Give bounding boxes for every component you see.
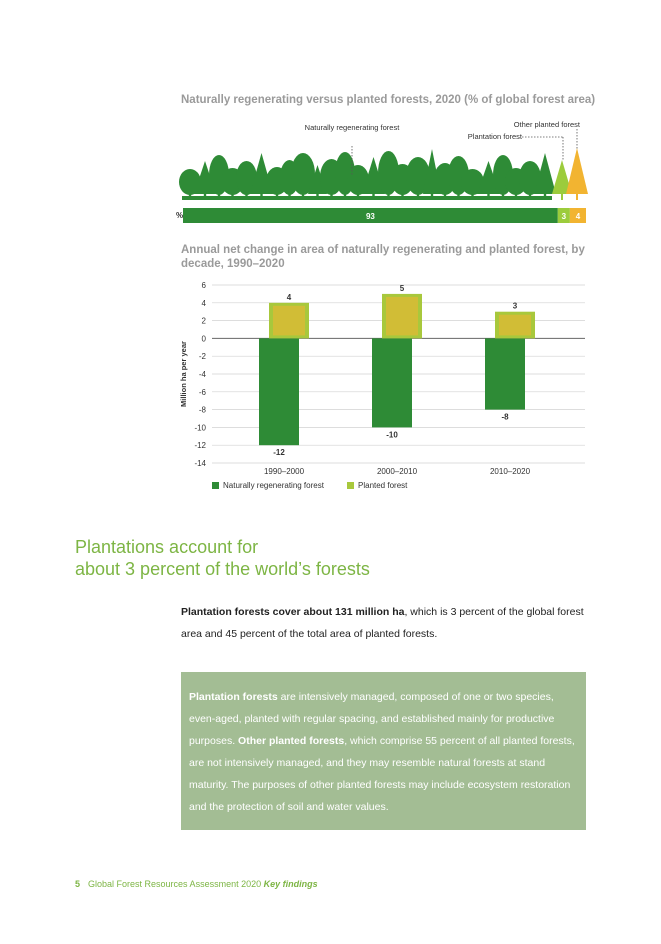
legend-planted [347, 481, 407, 490]
y-tick-label: -2 [198, 352, 206, 362]
bar-natural [259, 338, 299, 445]
bar-chart-title: Annual net change in area of naturally regenerating and planted forest, by decade, 1990–2020 [181, 244, 585, 270]
bar-natural [485, 338, 525, 409]
legend-swatch-natural [212, 482, 219, 489]
bar-planted-value: 5 [399, 283, 405, 293]
segment-plantation-label: 3 [561, 212, 567, 221]
other-planted-callout-label: Other planted forest [513, 120, 580, 129]
plantation-callout-label: Plantation forest [467, 132, 522, 141]
bar-planted-value: 4 [286, 292, 292, 302]
segment-natural-label: 93 [365, 212, 375, 221]
bar-planted-texture [386, 297, 418, 336]
legend-planted-label: Planted forest [358, 481, 408, 490]
y-tick-label: -6 [198, 387, 206, 397]
bar-natural [372, 338, 412, 427]
definition-text [189, 686, 579, 818]
page-footer [75, 879, 318, 889]
x-tick-label: 2000–2010 [376, 467, 418, 476]
segment-other-label: 4 [575, 212, 581, 221]
definition-box [181, 672, 586, 830]
bar-natural-value: -8 [501, 412, 509, 422]
y-tick-label: -12 [194, 441, 206, 451]
lead-paragraph [181, 601, 601, 645]
x-tick-label: 2010–2020 [489, 467, 531, 476]
y-tick-label: -10 [194, 423, 206, 433]
x-tick-label: 1990–2000 [263, 467, 305, 476]
y-tick-label: -8 [198, 405, 206, 415]
publication-title: Global Forest Resources Assessment 2020 [88, 879, 262, 889]
natural-callout-label: Naturally regenerating forest [304, 123, 400, 132]
y-tick-label: 0 [201, 334, 206, 344]
y-tick-label: 4 [201, 298, 206, 308]
heading-line-1: Plantations account for [75, 537, 259, 557]
def-plantation-text: are intensively managed, composed of one or two species, even-aged, planted with regular spacing, and established mainly for productive purposes. [189, 691, 555, 747]
publication-subtitle: Key findings [263, 879, 318, 889]
y-tick-label: -14 [194, 459, 206, 468]
top-chart-title: Naturally regenerating versus planted forests, 2020 (% of global forest area) [181, 94, 596, 106]
bar-natural-value: -10 [386, 430, 398, 440]
bar-planted-value: 3 [512, 301, 518, 311]
bar-planted-texture [273, 306, 305, 336]
percent-axis-symbol: % [176, 211, 184, 220]
lead-bold: Plantation forests cover about 131 million ha [181, 606, 405, 618]
def-plantation-term: Plantation forests [189, 691, 278, 703]
def-other-term: Other planted forests [238, 735, 345, 747]
y-axis-label: Million ha per year [179, 341, 188, 407]
heading-line-2: about 3 percent of the world’s forests [75, 559, 370, 579]
y-tick-labels [194, 281, 206, 468]
x-tick-labels [264, 467, 531, 476]
bar-marks [259, 294, 535, 445]
bar-planted-texture [499, 315, 531, 336]
def-other-text: , which comprise 55 percent of all planted forests, are not intensively managed, and they may resemble natural forests at stand maturity. The purposes of other planted forests may include ecosystem restoration and the protection of soil and water values. [189, 735, 575, 813]
y-tick-label: 2 [201, 316, 206, 326]
legend-swatch-planted [347, 482, 354, 489]
legend-natural [212, 481, 324, 490]
page-number: 5 [75, 879, 81, 889]
lead-rest: , which is 3 percent of the global forest area and 45 percent of the total area of planted forests. [181, 606, 584, 640]
legend-natural-label: Naturally regenerating forest [223, 481, 324, 490]
y-tick-label: -4 [198, 370, 206, 379]
section-heading [75, 536, 370, 580]
y-tick-label: 6 [201, 281, 206, 290]
bar-natural-value: -12 [273, 448, 285, 458]
